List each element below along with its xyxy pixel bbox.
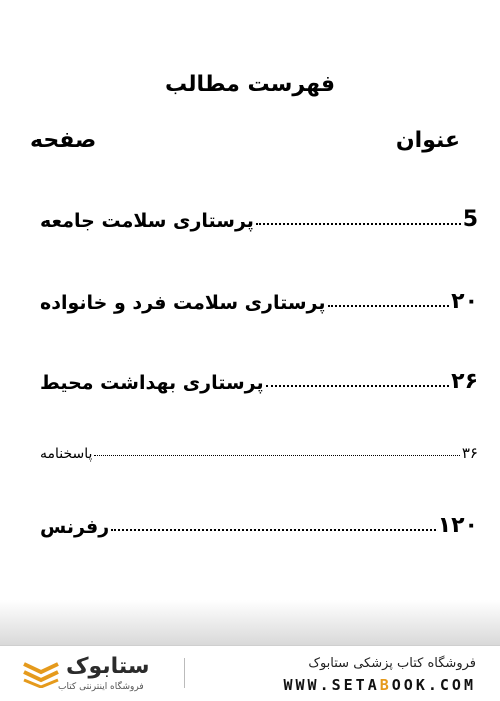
toc-entry-label: رفرنس <box>40 516 110 538</box>
dot-leader <box>266 384 450 387</box>
toc-entry[interactable] <box>40 504 478 538</box>
toc-entry-label: پرستاری سلامت فرد و خانواده <box>40 292 326 314</box>
toc-entry-label: پاسخنامه <box>40 446 93 462</box>
store-name: فروشگاه کتاب پزشکی ستابوک <box>308 656 476 671</box>
toc-entry-page: ۳۶ <box>461 444 478 462</box>
brand-tagline: فروشگاه اینترنتی کتاب <box>58 682 144 692</box>
toc-entry-page: 5 <box>462 207 478 232</box>
store-logo[interactable] <box>22 654 172 694</box>
store-url[interactable] <box>284 676 477 694</box>
divider <box>184 658 185 688</box>
dot-leader <box>256 222 461 225</box>
toc-entry[interactable] <box>40 198 478 232</box>
dot-leader <box>328 304 450 307</box>
column-header-title: عنوان <box>395 128 460 153</box>
toc-entry[interactable] <box>40 428 478 462</box>
dot-leader <box>94 454 459 456</box>
toc-entry[interactable] <box>40 280 478 314</box>
toc-title: فهرست مطالب <box>164 72 336 97</box>
toc-entry-page: ۱۲۰ <box>437 513 478 538</box>
toc-entry-label: پرستاری بهداشت محیط <box>40 372 264 394</box>
column-header-page: صفحه <box>30 128 97 153</box>
toc-entry-page: ۲۶ <box>451 369 478 394</box>
url-suffix: OOK.COM <box>391 676 476 694</box>
toc-entry[interactable] <box>40 360 478 394</box>
dot-leader <box>111 528 436 531</box>
url-prefix: WWW.SETA <box>283 676 380 694</box>
brand-name: ستابوک <box>66 654 150 679</box>
book-stack-icon <box>22 660 60 688</box>
page-shadow <box>0 600 500 645</box>
footer-banner <box>0 645 500 701</box>
toc-entry-label: پرستاری سلامت جامعه <box>40 210 254 232</box>
toc-entry-page: ۲۰ <box>451 289 478 314</box>
url-highlight: B <box>379 676 392 694</box>
